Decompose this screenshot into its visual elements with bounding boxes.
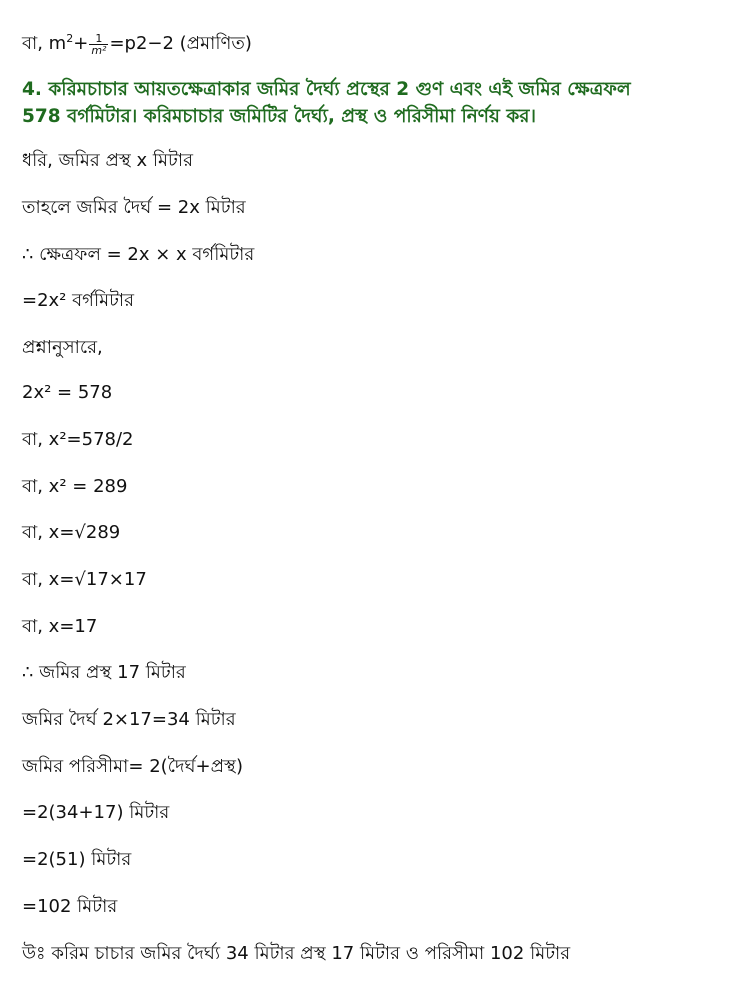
solution-line: ∴ জমির প্রস্থ 17 মিটার bbox=[22, 662, 186, 683]
solution-line: জমির দৈর্ঘ 2×17=34 মিটার bbox=[22, 709, 236, 730]
fraction-denominator: m² bbox=[91, 43, 107, 57]
equation-prefix: বা, m bbox=[22, 33, 67, 54]
solution-line: ∴ ক্ষেত্রফল = 2x × x বর্গমিটার bbox=[22, 244, 255, 265]
solution-line: 2x² = 578 bbox=[22, 382, 113, 403]
solution-line: =2(34+17) মিটার bbox=[22, 802, 170, 823]
equation-suffix: =p2−2 (প্রমাণিত) bbox=[109, 33, 252, 54]
solution-line: জমির পরিসীমা= 2(দৈর্ঘ+প্রস্থ) bbox=[22, 756, 243, 777]
solution-line: =2x² বর্গমিটার bbox=[22, 290, 135, 311]
fraction bbox=[89, 33, 108, 56]
solution-line: তাহলে জমির দৈর্ঘ = 2x মিটার bbox=[22, 197, 246, 218]
question-heading bbox=[22, 76, 742, 130]
solution-line: ধরি, জমির প্রস্থ x মিটার bbox=[22, 150, 193, 171]
question-line-1: 4. করিমচাচার আয়তক্ষেত্রাকার জমির দৈর্ঘ্য প্রস্থের 2 গুণ এবং এই জমির ক্ষেত্রফল bbox=[22, 79, 631, 100]
solution-line: বা, x=√17×17 bbox=[22, 569, 147, 590]
question-line-2: 578 বর্গমিটার। করিমচাচার জমিটির দৈর্ঘ্য, প্রস্থ ও পরিসীমা নির্ণয় কর। bbox=[22, 106, 537, 127]
proof-conclusion-line bbox=[22, 27, 252, 56]
solution-line: =2(51) মিটার bbox=[22, 849, 132, 870]
solution-line: প্রশ্নানুসারে, bbox=[22, 337, 103, 358]
exponent: 2 bbox=[66, 32, 74, 45]
answer-line: উঃ করিম চাচার জমির দৈর্ঘ্য 34 মিটার প্রস্থ 17 মিটার ও পরিসীমা 102 মিটার bbox=[22, 943, 571, 964]
solution-line: বা, x=√289 bbox=[22, 522, 121, 543]
solution-line: বা, x=17 bbox=[22, 616, 98, 637]
solution-line: =102 মিটার bbox=[22, 896, 118, 917]
plus-sign: + bbox=[73, 33, 89, 54]
fraction-numerator: 1 bbox=[89, 33, 108, 45]
solution-line: বা, x² = 289 bbox=[22, 476, 128, 497]
solution-line: বা, x²=578/2 bbox=[22, 429, 134, 450]
